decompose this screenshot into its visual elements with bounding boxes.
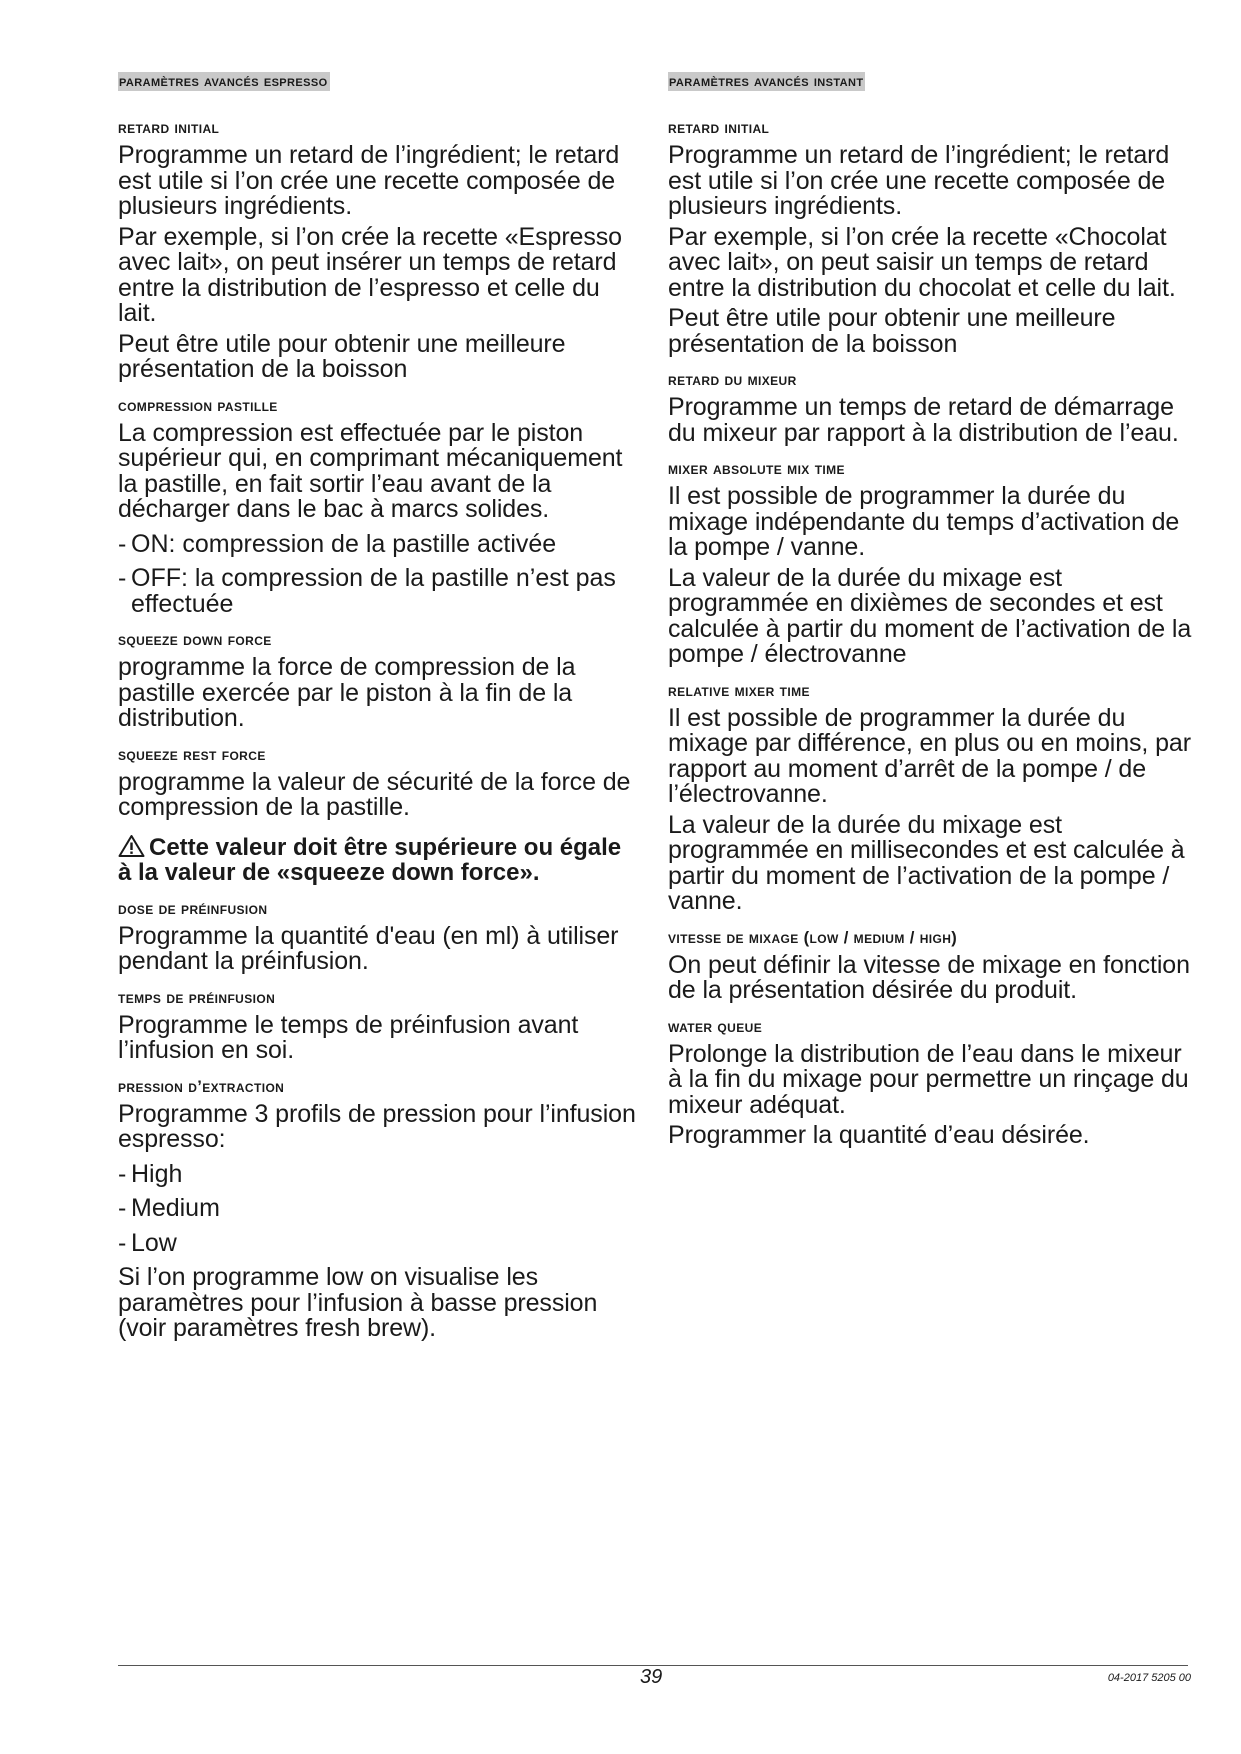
paragraph: programme la valeur de sécurité de la force de compression de la pastille. xyxy=(118,767,631,821)
heading-compression-pastille: compression pastille xyxy=(118,396,278,415)
list-item-text: Medium xyxy=(131,1194,220,1222)
warning-note xyxy=(118,834,640,886)
list-item xyxy=(118,566,640,617)
list-dash: - xyxy=(118,1228,127,1257)
heading-mixer-absolute-mix-time: mixer absolute mix time xyxy=(668,460,845,478)
list-item xyxy=(118,529,640,558)
list-item-text: OFF: la compression de la pastille n’est pas effectuée xyxy=(131,564,616,618)
heading-retard-du-mixeur: retard du mixeur xyxy=(668,371,797,389)
paragraph: Programme la quantité d'eau (en ml) à utiliser pendant la préinfusion. xyxy=(118,921,619,975)
left-column xyxy=(118,72,640,1347)
paragraph: Il est possible de programmer la durée du mixage indépendante du temps d’activation de la pompe / vanne. xyxy=(668,482,1180,561)
heading-relative-mixer-time: relative mixer time xyxy=(668,681,810,700)
warning-triangle-icon xyxy=(118,834,145,858)
heading-dose-de-preinfusion: dose de préinfusion xyxy=(118,899,268,918)
paragraph: Programme un retard de l’ingrédient; le retard est utile si l’on crée une recette composée de plusieurs ingrédients. xyxy=(668,141,1170,220)
section-title-espresso: paramètres avancés espresso xyxy=(119,73,328,90)
list-item xyxy=(118,1196,640,1222)
paragraph: La compression est effectuée par le piston supérieur qui, en comprimant mécaniquement la pastille, en fait sortir l’eau avant de la décharger dans le bac à marcs solides. xyxy=(118,418,623,523)
heading-squeeze-rest-force: squeeze rest force xyxy=(118,745,266,764)
paragraph: Programme 3 profils de pression pour l’infusion espresso: xyxy=(118,1099,636,1153)
list-item-text: High xyxy=(131,1159,183,1188)
paragraph: Peut être utile pour obtenir une meilleure présentation de la boisson xyxy=(668,304,1116,358)
heading-temps-de-preinfusion: temps de préinfusion xyxy=(118,988,276,1007)
section-title-instant: paramètres avancés instant xyxy=(669,73,864,90)
heading-squeeze-down-force: squeeze down force xyxy=(118,631,272,649)
paragraph: Il est possible de programmer la durée du mixage par différence, en plus ou en moins, par rapport au moment d’arrêt de la pompe / de l’électrovanne. xyxy=(668,703,1191,808)
left-blocks xyxy=(118,118,640,1342)
list-dash: - xyxy=(118,564,127,592)
heading-water-queue: water queue xyxy=(668,1017,763,1036)
paragraph: La valeur de la durée du mixage est programmée en dixièmes de secondes et est calculée à partir du moment de l’activation de la pompe / électrovanne xyxy=(668,563,1192,668)
paragraph: Si l’on programme low on visualise les paramètres pour l’infusion à basse pression (voir paramètres fresh brew). xyxy=(118,1263,598,1342)
right-column xyxy=(668,72,1196,1154)
list-dash: - xyxy=(118,1159,127,1188)
list-dash: - xyxy=(118,1194,127,1222)
heading-pression-d-extraction: pression d’extraction xyxy=(118,1077,285,1096)
heading-vitesse-de-mixage-low-medium-high: vitesse de mixage (low / medium / high) xyxy=(668,928,958,947)
list-item xyxy=(118,1228,640,1257)
paragraph: Programme un retard de l’ingrédient; le retard est utile si l’on crée une recette composée de plusieurs ingrédients. xyxy=(118,141,620,220)
paragraph: Programme un temps de retard de démarrage du mixeur par rapport à la distribution de l’eau. xyxy=(668,393,1179,447)
document-code: 04-2017 5205 00 xyxy=(1107,1672,1191,1684)
paragraph: programme la force de compression de la pastille exercée par le piston à la fin de la distribution. xyxy=(118,653,576,732)
warning-text: Cette valeur doit être supérieure ou égale à la valeur de «squeeze down force». xyxy=(118,833,622,886)
paragraph: On peut définir la vitesse de mixage en fonction de la présentation désirée du produit. xyxy=(668,950,1190,1004)
list-item xyxy=(118,1159,640,1188)
paragraph: Par exemple, si l’on crée la recette «Espresso avec lait», on peut insérer un temps de retard entre la distribution de l’espresso et celle du lait. xyxy=(118,222,622,327)
heading-retard-initial: retard initial xyxy=(668,119,770,137)
heading-retard-initial: retard initial xyxy=(118,119,220,137)
list-dash: - xyxy=(118,529,127,558)
list-item-text: ON: compression de la pastille activée xyxy=(131,529,557,558)
paragraph: Par exemple, si l’on crée la recette «Chocolat avec lait», on peut saisir un temps de retard entre la distribution du chocolat et celle du lait. xyxy=(668,222,1176,302)
page-number: 39 xyxy=(640,1666,663,1688)
paragraph: Prolonge la distribution de l’eau dans le mixeur à la fin du mixage pour permettre un rinçage du mixeur adéquat. xyxy=(668,1039,1189,1119)
paragraph: La valeur de la durée du mixage est programmée en millisecondes et est calculée à partir du moment de l’activation de la pompe / vanne. xyxy=(668,810,1185,915)
paragraph: Programmer la quantité d’eau désirée. xyxy=(668,1121,1090,1149)
right-blocks xyxy=(668,118,1196,1149)
paragraph: Programme le temps de préinfusion avant l’infusion en soi. xyxy=(118,1010,579,1064)
paragraph: Peut être utile pour obtenir une meilleure présentation de la boisson xyxy=(118,329,566,383)
list-item-text: Low xyxy=(131,1228,177,1257)
